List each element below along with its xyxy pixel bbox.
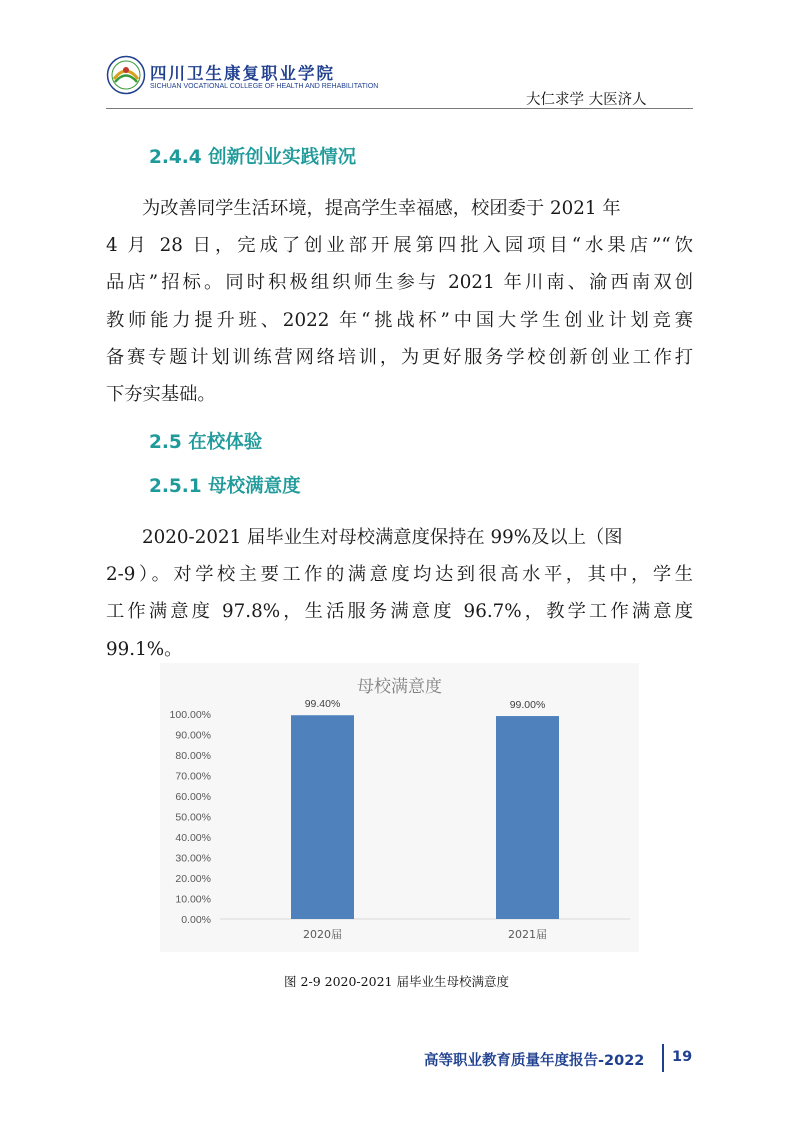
para-line: 为改善同学生活环境，提高学生幸福感，校团委于 2021 年 xyxy=(142,198,621,219)
bar-value-label: 99.00% xyxy=(509,699,546,712)
y-tick-label: 20.00% xyxy=(175,873,211,885)
page-number: 19 xyxy=(672,1049,693,1065)
chart-title: 母校满意度 xyxy=(357,677,442,697)
satisfaction-chart xyxy=(160,663,639,952)
heading-2-5: 2.5 在校体验 xyxy=(149,432,263,453)
paragraph-innovation xyxy=(106,190,693,413)
y-tick-label: 10.00% xyxy=(175,893,211,906)
report-title: 高等职业教育质量年度报告-2022 xyxy=(424,1053,645,1069)
college-motto: 大仁求学 大医济人 xyxy=(526,92,647,108)
x-tick-label: 2021届 xyxy=(508,928,547,941)
bar-2 xyxy=(496,716,559,919)
college-name-en: SICHUAN VOCATIONAL COLLEGE OF HEALTH AND REHABILITATION xyxy=(150,83,379,90)
para-line: 99.1%。 xyxy=(106,638,183,660)
bar-1 xyxy=(291,715,354,919)
para-line: 备赛专题计划训练营网络培训，为更好服务学校创新创业工作打 xyxy=(106,346,693,368)
y-tick-label: 30.00% xyxy=(175,852,211,865)
para-line: 工作满意度 97.8%，生活服务满意度 96.7%，教学工作满意度 xyxy=(106,601,693,623)
college-emblem-icon xyxy=(106,55,146,95)
y-tick-label: 70.00% xyxy=(175,770,211,783)
para-line: 2020-2021 届毕业生对母校满意度保持在 99%及以上（图 xyxy=(142,527,623,548)
header-divider xyxy=(106,108,693,109)
y-tick-label: 60.00% xyxy=(175,791,211,803)
y-tick-label: 0.00% xyxy=(181,914,211,926)
figure-caption: 图 2-9 2020-2021 届毕业生母校满意度 xyxy=(284,974,509,989)
college-name-cn: 四川卫生康复职业学院 xyxy=(150,64,335,83)
y-tick-label: 40.00% xyxy=(175,832,211,844)
satisfaction-chart-svg xyxy=(160,663,639,952)
y-tick-label: 90.00% xyxy=(175,729,211,742)
y-tick-label: 100.00% xyxy=(169,709,211,721)
para-line: 教师能力提升班、2022 年“挑战杯”中国大学生创业计划竞赛 xyxy=(106,309,693,331)
paragraph-satisfaction xyxy=(106,519,693,668)
page-header xyxy=(0,0,793,110)
x-tick-label: 2020届 xyxy=(303,928,342,941)
bar-value-label: 99.40% xyxy=(304,698,341,711)
heading-2-4-4: 2.4.4 创新创业实践情况 xyxy=(149,147,357,168)
y-tick-label: 50.00% xyxy=(175,811,211,824)
para-line: 2-9）。对学校主要工作的满意度均达到很高水平，其中，学生 xyxy=(106,564,693,586)
heading-2-5-1: 2.5.1 母校满意度 xyxy=(149,476,301,497)
footer-divider xyxy=(662,1044,664,1072)
para-line: 品店”招标。同时积极组织师生参与 2021 年川南、渝西南双创 xyxy=(106,272,693,294)
para-line: 4 月 28 日，完成了创业部开展第四批入园项目“水果店”“饮 xyxy=(106,235,693,257)
y-tick-label: 80.00% xyxy=(175,750,211,762)
para-line: 下夯实基础。 xyxy=(106,383,216,405)
